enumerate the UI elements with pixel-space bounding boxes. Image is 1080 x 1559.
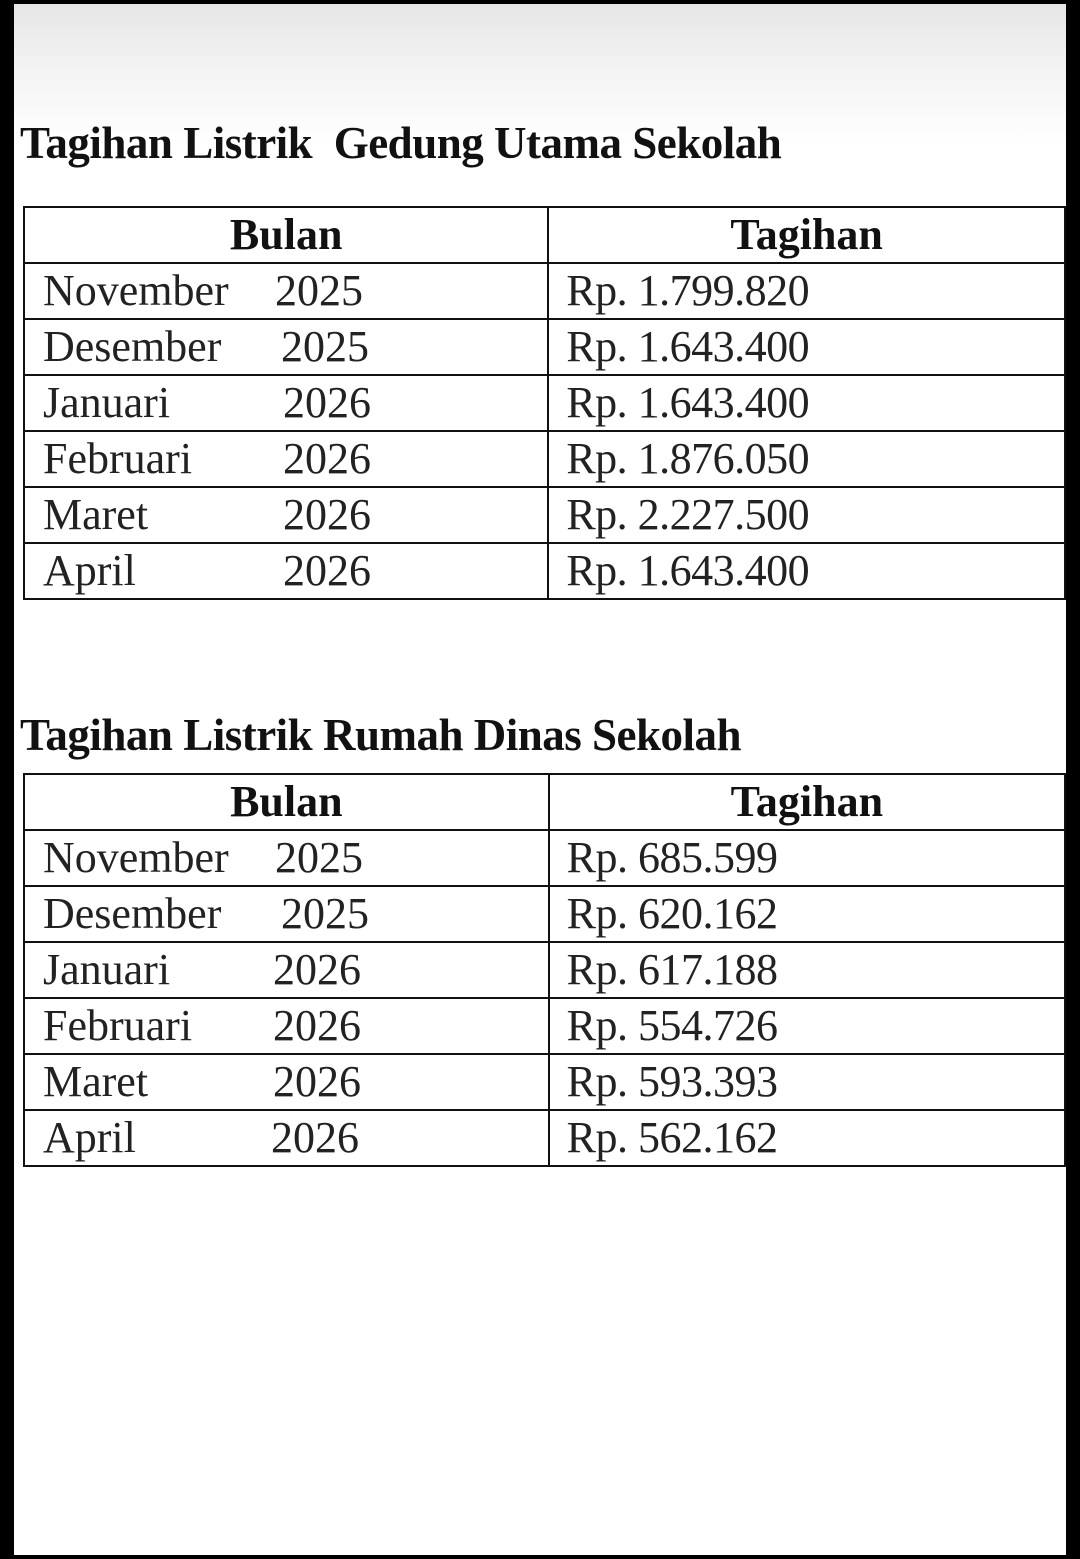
month-name: November <box>43 266 229 315</box>
month-year: 2026 <box>273 1001 361 1050</box>
month-name: Januari <box>43 945 171 994</box>
month-cell <box>24 487 548 543</box>
column-header-bulan: Bulan <box>24 774 549 830</box>
amount-value: Rp. 1.876.050 <box>566 434 810 483</box>
month-cell <box>24 543 548 599</box>
amount-cell <box>549 830 1065 886</box>
amount-value: Rp. 554.726 <box>566 1001 778 1050</box>
month-cell <box>24 998 549 1054</box>
month-name: Maret <box>43 490 149 539</box>
table-row <box>24 998 1065 1054</box>
month-year: 2025 <box>275 833 363 882</box>
amount-cell <box>549 886 1065 942</box>
month-cell <box>24 263 548 319</box>
month-name: Desember <box>43 889 222 938</box>
bill-table-gedung-utama <box>23 206 1066 600</box>
month-name: November <box>43 833 229 882</box>
amount-value: Rp. 1.643.400 <box>566 378 810 427</box>
table-row <box>24 319 1065 375</box>
amount-value: Rp. 685.599 <box>566 833 778 882</box>
amount-cell <box>549 942 1065 998</box>
month-year: 2026 <box>283 546 371 595</box>
month-year: 2025 <box>275 266 363 315</box>
month-year: 2026 <box>283 490 371 539</box>
month-name: Februari <box>43 1001 193 1050</box>
month-year: 2026 <box>271 1113 359 1162</box>
amount-cell <box>548 319 1065 375</box>
month-cell <box>24 1054 549 1110</box>
month-name: April <box>43 546 136 595</box>
month-cell <box>24 431 548 487</box>
month-cell <box>24 375 548 431</box>
table-row <box>24 431 1065 487</box>
table-row <box>24 487 1065 543</box>
month-name: Desember <box>43 322 222 371</box>
amount-cell <box>549 998 1065 1054</box>
month-cell <box>24 830 549 886</box>
amount-cell <box>549 1110 1065 1166</box>
month-name: Maret <box>43 1057 149 1106</box>
section-title-rumah-dinas: Tagihan Listrik Rumah Dinas Sekolah <box>20 710 742 760</box>
amount-value: Rp. 593.393 <box>566 1057 778 1106</box>
document-page[interactable] <box>14 4 1066 1555</box>
amount-cell <box>548 543 1065 599</box>
table-row <box>24 543 1065 599</box>
amount-value: Rp. 1.643.400 <box>566 322 810 371</box>
amount-value: Rp. 2.227.500 <box>566 490 810 539</box>
amount-cell <box>548 263 1065 319</box>
month-year: 2025 <box>281 889 369 938</box>
month-name: Februari <box>43 434 193 483</box>
amount-cell <box>548 487 1065 543</box>
month-year: 2026 <box>283 378 371 427</box>
section-title-gedung-utama: Tagihan Listrik Gedung Utama Sekolah <box>20 118 782 168</box>
table-row <box>24 263 1065 319</box>
table-row <box>24 830 1065 886</box>
month-name: April <box>43 1113 136 1162</box>
table-row <box>24 942 1065 998</box>
month-year: 2026 <box>283 434 371 483</box>
amount-value: Rp. 617.188 <box>566 945 778 994</box>
table-header-row <box>24 207 1065 263</box>
amount-value: Rp. 562.162 <box>566 1113 778 1162</box>
table-row <box>24 886 1065 942</box>
column-header-tagihan: Tagihan <box>548 207 1065 263</box>
month-year: 2026 <box>273 1057 361 1106</box>
amount-value: Rp. 1.799.820 <box>566 266 810 315</box>
bill-table-rumah-dinas <box>23 773 1066 1167</box>
table-row <box>24 1110 1065 1166</box>
month-year: 2025 <box>281 322 369 371</box>
month-name: Januari <box>43 378 171 427</box>
month-cell <box>24 942 549 998</box>
month-cell <box>24 886 549 942</box>
column-header-tagihan: Tagihan <box>549 774 1065 830</box>
table-row <box>24 1054 1065 1110</box>
amount-value: Rp. 620.162 <box>566 889 778 938</box>
month-year: 2026 <box>273 945 361 994</box>
column-header-bulan: Bulan <box>24 207 548 263</box>
table-row <box>24 375 1065 431</box>
amount-cell <box>548 375 1065 431</box>
amount-cell <box>548 431 1065 487</box>
month-cell <box>24 1110 549 1166</box>
amount-value: Rp. 1.643.400 <box>566 546 810 595</box>
month-cell <box>24 319 548 375</box>
amount-cell <box>549 1054 1065 1110</box>
table-header-row <box>24 774 1065 830</box>
